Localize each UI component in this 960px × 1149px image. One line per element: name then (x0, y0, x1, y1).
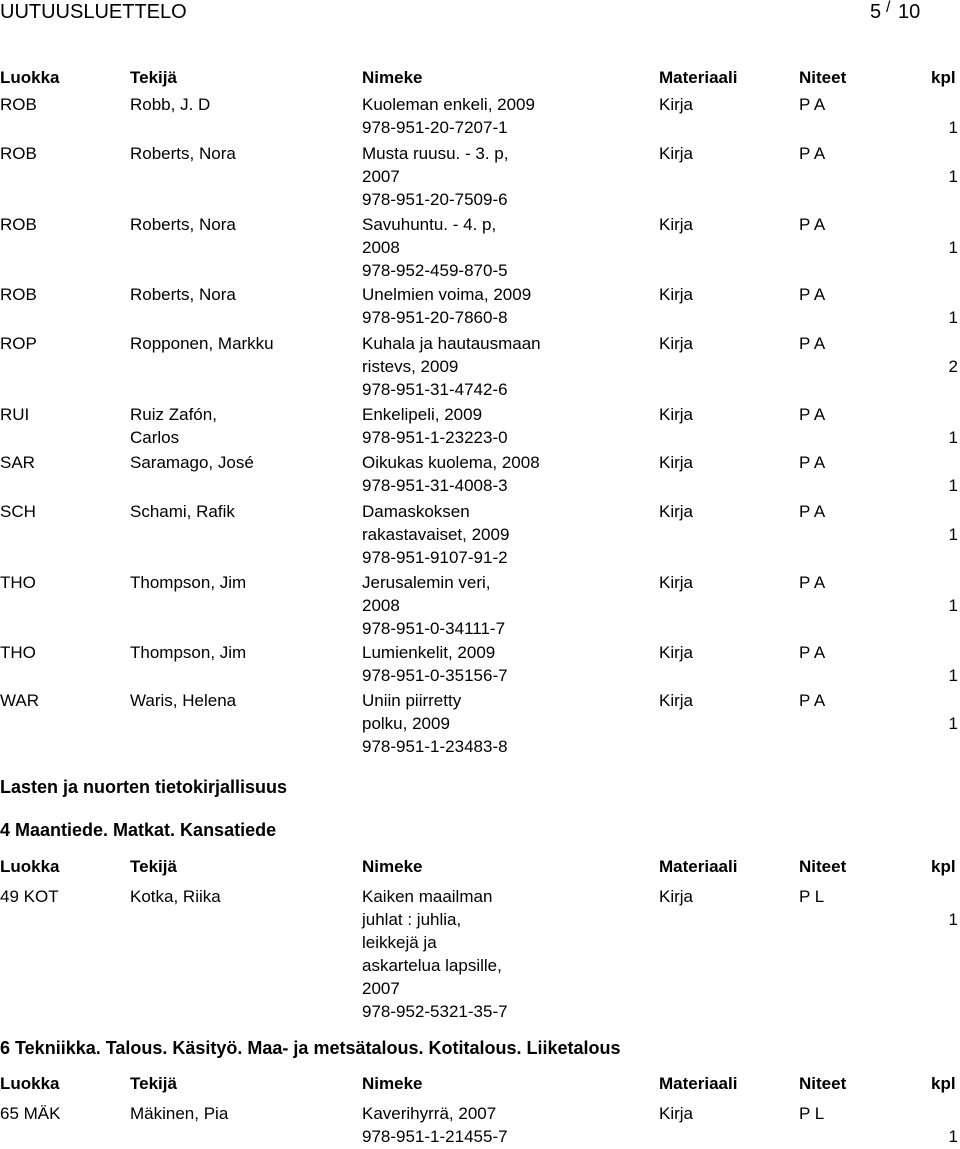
page-number: 5 (870, 1, 882, 23)
column-header-kpl: kpl (931, 68, 956, 87)
row-materiaali: Kirja (659, 144, 694, 163)
row-materiaali: Kirja (659, 887, 694, 906)
column-header-kpl: kpl (931, 857, 956, 876)
row-materiaali: Kirja (659, 573, 694, 592)
row-nimeke: 978-951-20-7509-6 (362, 190, 508, 209)
row-kpl: 2 (948, 357, 958, 376)
row-nimeke: 978-951-20-7860-8 (362, 308, 508, 327)
row-nimeke: Kaiken maailman (362, 887, 493, 906)
row-kpl: 1 (948, 167, 958, 186)
page-separator: / (886, 0, 891, 16)
row-tekija: Kotka, Riika (130, 887, 221, 906)
column-header-materiaali: Materiaali (659, 1074, 738, 1093)
row-nimeke: 978-951-1-21455-7 (362, 1127, 508, 1146)
row-nimeke: 2007 (362, 167, 400, 186)
row-tekija: Ruiz Zafón, (130, 405, 217, 424)
row-nimeke: 978-951-31-4008-3 (362, 476, 508, 495)
row-niteet: P A (799, 334, 826, 353)
row-niteet: P A (799, 643, 826, 662)
section-title-tekniikka: 6 Tekniikka. Talous. Käsityö. Maa- ja metsätalous. Kotitalous. Liiketalous (0, 1038, 621, 1058)
row-nimeke: polku, 2009 (362, 714, 450, 733)
row-tekija: Roberts, Nora (130, 144, 236, 163)
column-header-tekija: Tekijä (130, 857, 177, 876)
column-header-kpl: kpl (931, 1074, 956, 1093)
row-nimeke: 978-951-20-7207-1 (362, 118, 508, 137)
column-header-luokka: Luokka (0, 1074, 60, 1093)
row-nimeke: 978-951-0-34111-7 (362, 619, 506, 638)
row-nimeke: Lumienkelit, 2009 (362, 643, 496, 662)
row-luokka: ROB (0, 95, 37, 114)
row-niteet: P A (799, 502, 826, 521)
row-niteet: P A (799, 405, 826, 424)
table-row (0, 1103, 960, 1149)
row-nimeke: Savuhuntu. - 4. p, (362, 215, 497, 234)
column-header-materiaali: Materiaali (659, 857, 738, 876)
column-header-luokka: Luokka (0, 857, 60, 876)
table-row (0, 214, 960, 283)
row-materiaali: Kirja (659, 285, 694, 304)
row-materiaali: Kirja (659, 405, 694, 424)
row-niteet: P A (799, 573, 826, 592)
table-row (0, 690, 960, 759)
table-row (0, 143, 960, 212)
row-materiaali: Kirja (659, 215, 694, 234)
row-luokka: THO (0, 643, 36, 662)
row-nimeke: leikkejä ja (362, 933, 437, 952)
row-niteet: P A (799, 691, 826, 710)
row-tekija: Ropponen, Markku (130, 334, 274, 353)
row-nimeke: 978-951-9107-91-2 (362, 548, 508, 567)
row-niteet: P L (799, 1104, 825, 1123)
row-nimeke: Damaskoksen (362, 502, 470, 521)
row-nimeke: 2008 (362, 238, 400, 257)
table-row (0, 572, 960, 641)
row-tekija: Saramago, José (130, 453, 254, 472)
row-niteet: P A (799, 215, 826, 234)
column-header-niteet: Niteet (799, 68, 847, 87)
row-kpl: 1 (948, 428, 958, 447)
row-luokka: ROB (0, 215, 37, 234)
row-luokka: SCH (0, 502, 36, 521)
row-nimeke: 2007 (362, 979, 400, 998)
row-nimeke: 978-951-1-23223-0 (362, 428, 508, 447)
column-header-luokka: Luokka (0, 68, 60, 87)
row-nimeke: Unelmien voima, 2009 (362, 285, 532, 304)
row-tekija: Mäkinen, Pia (130, 1104, 229, 1123)
row-nimeke: ristevs, 2009 (362, 357, 459, 376)
column-header-tekija: Tekijä (130, 1074, 177, 1093)
page-total: 10 (898, 1, 921, 23)
section-subtitle-maantiede: 4 Maantiede. Matkat. Kansatiede (0, 820, 277, 840)
row-luokka: THO (0, 573, 36, 592)
table-row (0, 404, 960, 450)
row-kpl: 1 (948, 525, 958, 544)
column-header-nimeke: Nimeke (362, 857, 423, 876)
row-luokka: WAR (0, 691, 40, 710)
row-nimeke: juhlat : juhlia, (362, 910, 462, 929)
row-tekija: Waris, Helena (130, 691, 237, 710)
row-kpl: 1 (948, 308, 958, 327)
row-tekija: Thompson, Jim (130, 643, 247, 662)
row-nimeke: Oikukas kuolema, 2008 (362, 453, 540, 472)
table-row (0, 642, 960, 688)
table-row (0, 94, 960, 140)
column-header-niteet: Niteet (799, 857, 847, 876)
table-row (0, 501, 960, 570)
row-kpl: 1 (948, 596, 958, 615)
row-nimeke: rakastavaiset, 2009 (362, 525, 510, 544)
row-kpl: 1 (948, 118, 958, 137)
row-tekija: Carlos (130, 428, 180, 447)
row-nimeke: 978-951-31-4742-6 (362, 380, 508, 399)
row-materiaali: Kirja (659, 453, 694, 472)
row-tekija: Robb, J. D (130, 95, 211, 114)
row-luokka: 49 KOT (0, 887, 59, 906)
row-materiaali: Kirja (659, 1104, 694, 1123)
row-niteet: P A (799, 144, 826, 163)
row-kpl: 1 (948, 238, 958, 257)
row-materiaali: Kirja (659, 643, 694, 662)
row-nimeke: Uniin piirretty (362, 691, 462, 710)
row-nimeke: Kaverihyrrä, 2007 (362, 1104, 497, 1123)
row-nimeke: 978-951-0-35156-7 (362, 666, 508, 685)
row-luokka: ROB (0, 285, 37, 304)
column-header-materiaali: Materiaali (659, 68, 738, 87)
row-niteet: P A (799, 285, 826, 304)
row-nimeke: 978-951-1-23483-8 (362, 737, 508, 756)
row-kpl: 1 (948, 476, 958, 495)
row-tekija: Schami, Rafik (130, 502, 235, 521)
row-nimeke: 2008 (362, 596, 400, 615)
row-niteet: P L (799, 887, 825, 906)
row-luokka: 65 MÄK (0, 1104, 61, 1123)
row-kpl: 1 (948, 666, 958, 685)
row-kpl: 1 (948, 1127, 958, 1146)
row-luokka: SAR (0, 453, 35, 472)
table-row (0, 886, 960, 1024)
column-header-niteet: Niteet (799, 1074, 847, 1093)
row-nimeke: Musta ruusu. - 3. p, (362, 144, 509, 163)
table-row (0, 333, 960, 402)
row-tekija: Roberts, Nora (130, 215, 236, 234)
row-nimeke: Jerusalemin veri, (362, 573, 491, 592)
row-luokka: ROP (0, 334, 37, 353)
row-nimeke: Kuoleman enkeli, 2009 (362, 95, 535, 114)
section-title-lasten: Lasten ja nuorten tietokirjallisuus (0, 777, 288, 797)
page-title: UUTUUSLUETTELO (0, 1, 187, 23)
row-tekija: Roberts, Nora (130, 285, 236, 304)
row-nimeke: Enkelipeli, 2009 (362, 405, 483, 424)
row-niteet: P A (799, 453, 826, 472)
column-header-nimeke: Nimeke (362, 1074, 423, 1093)
row-materiaali: Kirja (659, 95, 694, 114)
row-materiaali: Kirja (659, 334, 694, 353)
row-materiaali: Kirja (659, 691, 694, 710)
column-header-nimeke: Nimeke (362, 68, 423, 87)
row-nimeke: Kuhala ja hautausmaan (362, 334, 541, 353)
table-row (0, 284, 960, 330)
row-luokka: RUI (0, 405, 30, 424)
row-niteet: P A (799, 95, 826, 114)
row-tekija: Thompson, Jim (130, 573, 247, 592)
column-header-tekija: Tekijä (130, 68, 177, 87)
row-nimeke: 978-952-5321-35-7 (362, 1002, 508, 1021)
row-kpl: 1 (948, 714, 958, 733)
row-materiaali: Kirja (659, 502, 694, 521)
row-nimeke: 978-952-459-870-5 (362, 261, 508, 280)
table-row (0, 452, 960, 498)
row-kpl: 1 (948, 910, 958, 929)
row-nimeke: askartelua lapsille, (362, 956, 502, 975)
row-luokka: ROB (0, 144, 37, 163)
